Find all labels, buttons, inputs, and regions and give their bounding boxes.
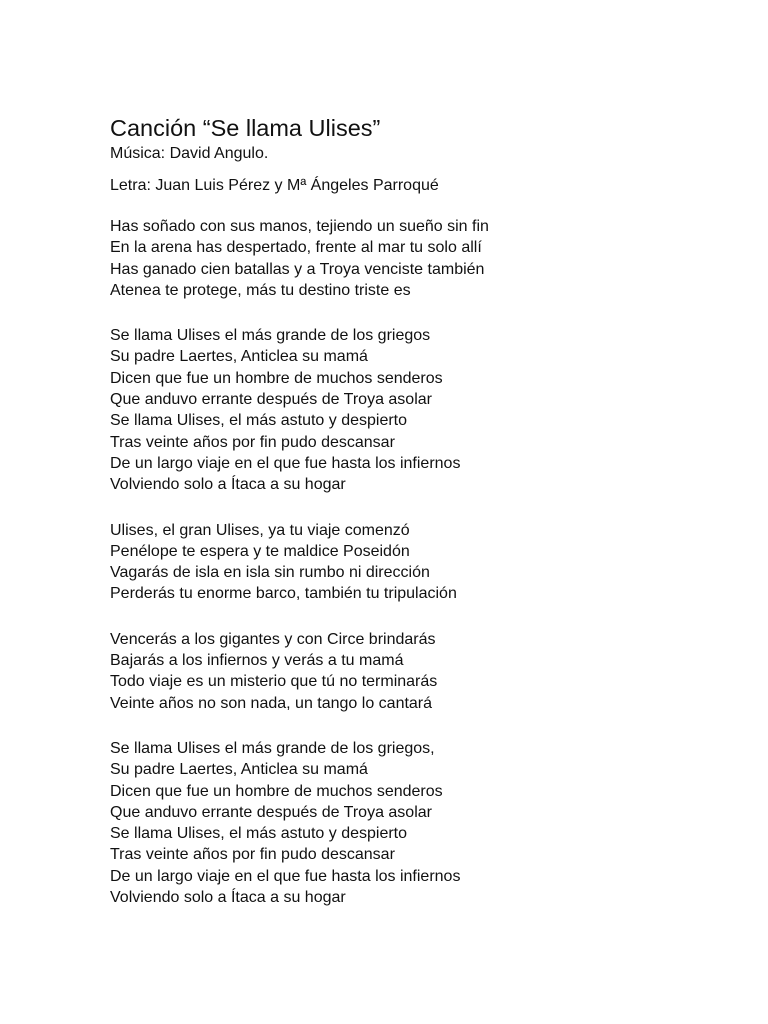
stanza-2: [110, 325, 750, 495]
lyric-line: En la arena has despertado, frente al mar tu solo allí: [110, 239, 482, 257]
lyric-line: Penélope te espera y te maldice Poseidón: [110, 542, 410, 560]
lyrics-credit: Letra: Juan Luis Pérez y Mª Ángeles Parroqué: [110, 177, 439, 194]
stanza-4: [110, 629, 750, 714]
lyric-line: Su padre Laertes, Anticlea su mamá: [110, 761, 368, 779]
lyric-line: Bajarás a los infiernos y verás a tu mamá: [110, 652, 404, 670]
lyric-line: Atenea te protege, más tu destino triste es: [110, 281, 411, 299]
lyric-line: De un largo viaje en el que fue hasta los infiernos: [110, 867, 461, 885]
lyric-line: Veinte años no son nada, un tango lo cantará: [110, 694, 433, 712]
lyric-line: Que anduvo errante después de Troya asolar: [110, 803, 432, 821]
lyric-line: Ulises, el gran Ulises, ya tu viaje comenzó: [110, 521, 410, 539]
lyric-line: Todo viaje es un misterio que tú no terminarás: [110, 673, 438, 691]
lyric-line: Perderás tu enorme barco, también tu tripulación: [110, 585, 457, 603]
lyric-line: Tras veinte años por fin pudo descansar: [110, 433, 395, 451]
lyric-line: Has ganado cien batallas y a Troya venciste también: [110, 260, 485, 278]
stanza-5: [110, 738, 750, 908]
stanza-1: [110, 216, 750, 301]
lyric-line: Se llama Ulises, el más astuto y despierto: [110, 825, 408, 843]
lyric-line: Se llama Ulises el más grande de los griegos,: [110, 739, 435, 757]
document-title: Canción “Se llama Ulises”: [110, 115, 381, 141]
lyric-line: Su padre Laertes, Anticlea su mamá: [110, 348, 368, 366]
lyric-line: Se llama Ulises el más grande de los griegos: [110, 327, 431, 345]
lyric-line: Dicen que fue un hombre de muchos senderos: [110, 369, 443, 387]
lyric-line: Has soñado con sus manos, tejiendo un sueño sin fin: [110, 218, 489, 235]
lyric-line: Vagarás de isla en isla sin rumbo ni dirección: [110, 564, 430, 582]
lyric-line: De un largo viaje en el que fue hasta los infiernos: [110, 454, 461, 472]
lyrics-body: [110, 216, 750, 908]
lyric-line: Volviendo solo a Ítaca a su hogar: [110, 889, 346, 907]
lyric-line: Vencerás a los gigantes y con Circe brindarás: [110, 630, 436, 648]
lyric-line: Que anduvo errante después de Troya asolar: [110, 391, 432, 409]
lyric-line: Dicen que fue un hombre de muchos senderos: [110, 782, 443, 800]
document-page: [110, 113, 750, 932]
lyric-line: Se llama Ulises, el más astuto y despierto: [110, 412, 408, 430]
stanza-3: [110, 520, 750, 605]
lyric-line: Volviendo solo a Ítaca a su hogar: [110, 476, 346, 494]
lyric-line: Tras veinte años por fin pudo descansar: [110, 846, 395, 864]
music-credit: Música: David Angulo.: [110, 145, 269, 162]
